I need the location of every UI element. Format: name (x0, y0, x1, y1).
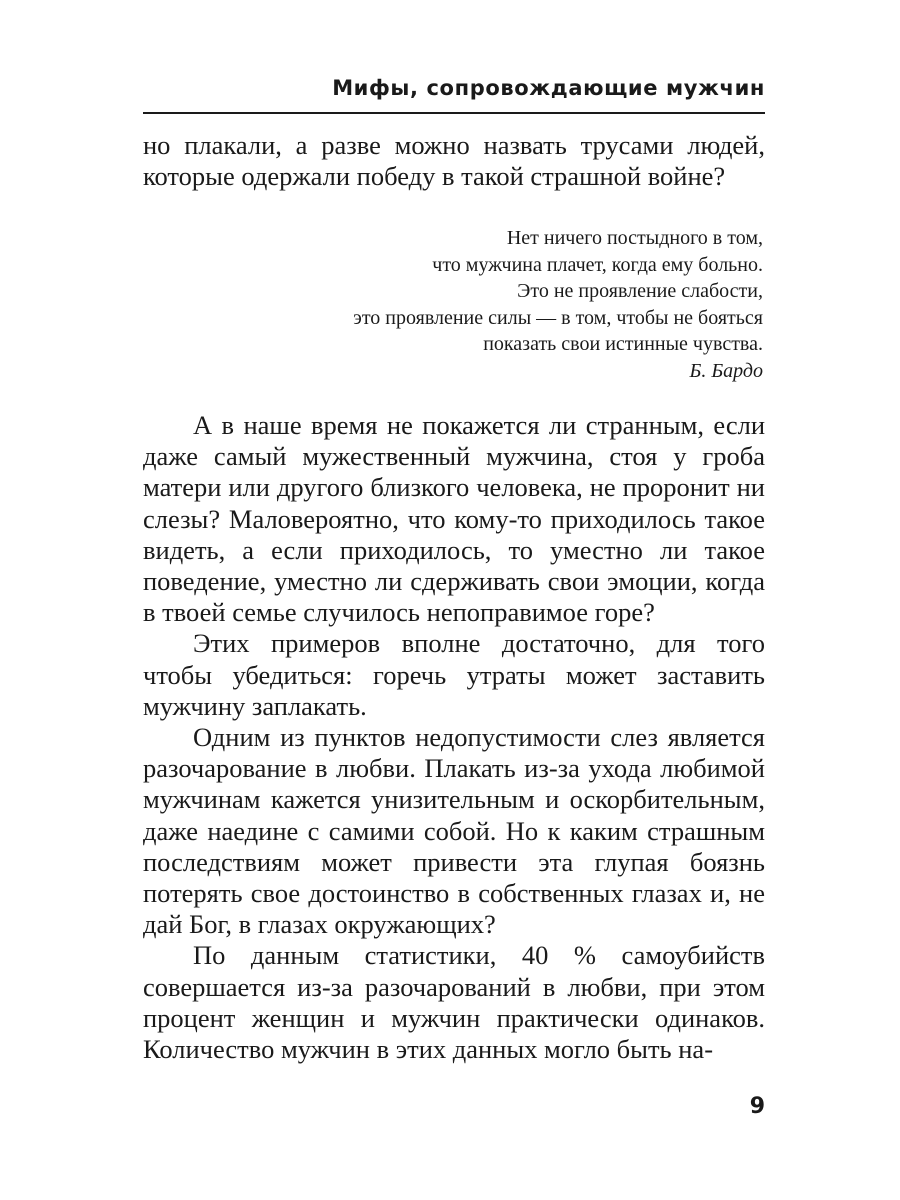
epigraph-line: Нет ничего постыдного в том, (506, 227, 763, 249)
epigraph-line: что мужчина плачет, когда ему больно. (432, 253, 763, 276)
running-head: Мифы, сопровождающие мужчин (332, 76, 765, 100)
epigraph-author: Б. Бардо (689, 359, 763, 382)
page-number: 9 (749, 1094, 765, 1119)
continued-paragraph-block (143, 130, 765, 192)
paragraph: А в наше время не покажется ли странным, если даже самый мужественный мужчина, стоя у гроба матери или другого близкого человека, не проронит ни слезы? Маловероятно, что кому-то приходилось такое видеть, а если приходилось, то уместно ли такое поведение, уместно ли сдерживать свои эмоции, когда в твоей семье случилось непоправимое горе? (143, 410, 765, 628)
book-page (143, 0, 765, 1200)
header-rule (143, 112, 765, 114)
epigraph-line: Это не проявление слабости, (517, 280, 763, 302)
paragraph: Этих примеров вполне достаточно, для того чтобы убедиться: горечь утраты может заставить мужчину заплакать. (143, 628, 765, 721)
continued-paragraph: но плакали, а разве можно назвать трусами людей, которые одержали победу в такой страшной войне? (143, 130, 765, 192)
epigraph-line: показать свои истинные чувства. (483, 333, 763, 355)
body-text (143, 410, 765, 1065)
paragraph: По данным статистики, 40 % самоубийств совершается из-за разочарований в любви, при этом процент женщин и мужчин практически одинаков. Количество мужчин в этих данных могло быть на- (143, 940, 765, 1065)
epigraph (141, 225, 763, 384)
epigraph-line: это проявление силы — в том, чтобы не бояться (353, 306, 763, 329)
paragraph: Одним из пунктов недопустимости слез является разочарование в любви. Плакать из-за ухода любимой мужчинам кажется унизительным и оскорбительным, даже наедине с самими собой. Но к каким страшным последствиям может привести эта глупая боязнь потерять свое достоинство в собственных глазах и, не дай Бог, в глазах окружающих? (143, 722, 765, 940)
